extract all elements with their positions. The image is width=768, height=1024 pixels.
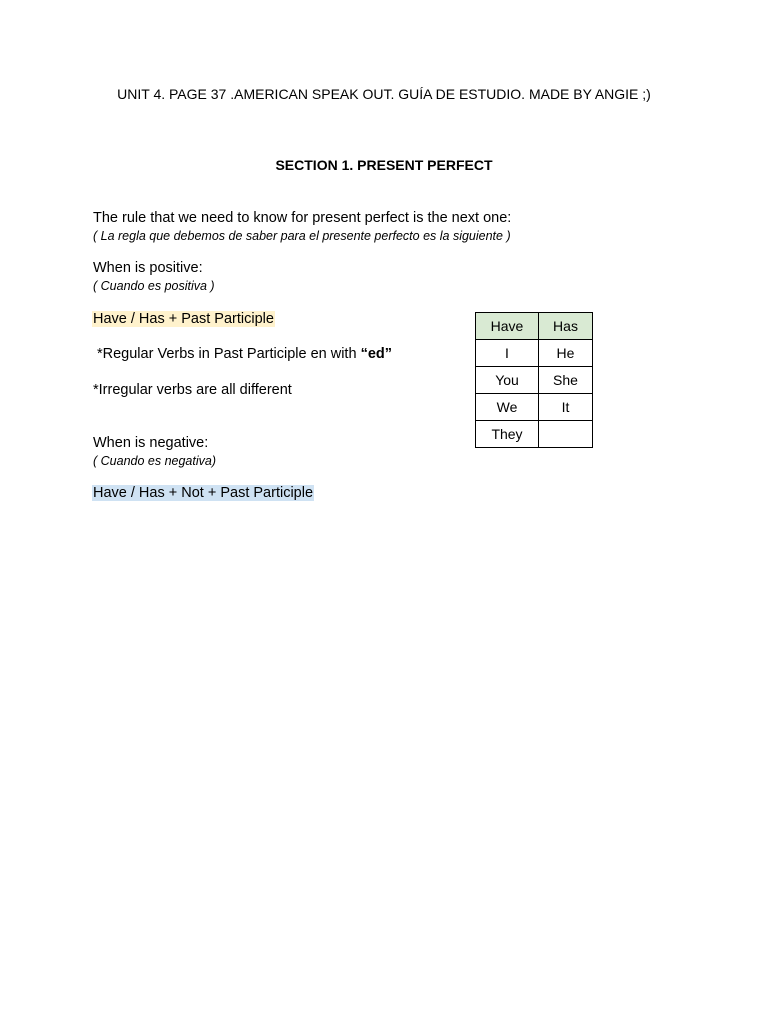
table-row [476,367,593,394]
regular-verbs-note-text: *Regular Verbs in Past Participle en with [97,346,361,362]
regular-verbs-note [97,346,392,362]
pronoun-table-header-row [476,313,593,340]
positive-formula-text: Have / Has + Past Participle [93,311,274,327]
pronoun-cell: She [539,367,593,394]
pronoun-cell: We [476,394,539,421]
positive-formula [92,311,275,327]
table-row [476,421,593,448]
section-title: SECTION 1. PRESENT PERFECT [275,157,493,173]
document-header: UNIT 4. PAGE 37 .AMERICAN SPEAK OUT. GUÍA DE ESTUDIO. MADE BY ANGIE ;) [117,86,651,102]
negative-heading-translation: ( Cuando es negativa) [93,454,216,468]
header-have: Have [476,313,539,340]
negative-heading: When is negative: [93,435,209,451]
rule-intro: The rule that we need to know for present perfect is the next one: [93,210,512,226]
table-row [476,394,593,421]
pronoun-cell: He [539,340,593,367]
pronoun-cell: They [476,421,539,448]
pronoun-table [475,312,593,448]
negative-formula [92,485,314,501]
table-row [476,340,593,367]
negative-formula-text: Have / Has + Not + Past Participle [93,485,314,501]
positive-heading: When is positive: [93,260,203,276]
pronoun-cell: It [539,394,593,421]
pronoun-cell [539,421,593,448]
rule-intro-translation: ( La regla que debemos de saber para el presente perfecto es la siguiente ) [93,229,511,243]
irregular-verbs-note: *Irregular verbs are all different [93,382,292,398]
pronoun-cell: I [476,340,539,367]
pronoun-cell: You [476,367,539,394]
regular-verbs-ending: “ed” [360,346,392,362]
positive-heading-translation: ( Cuando es positiva ) [93,279,215,293]
header-has: Has [539,313,593,340]
